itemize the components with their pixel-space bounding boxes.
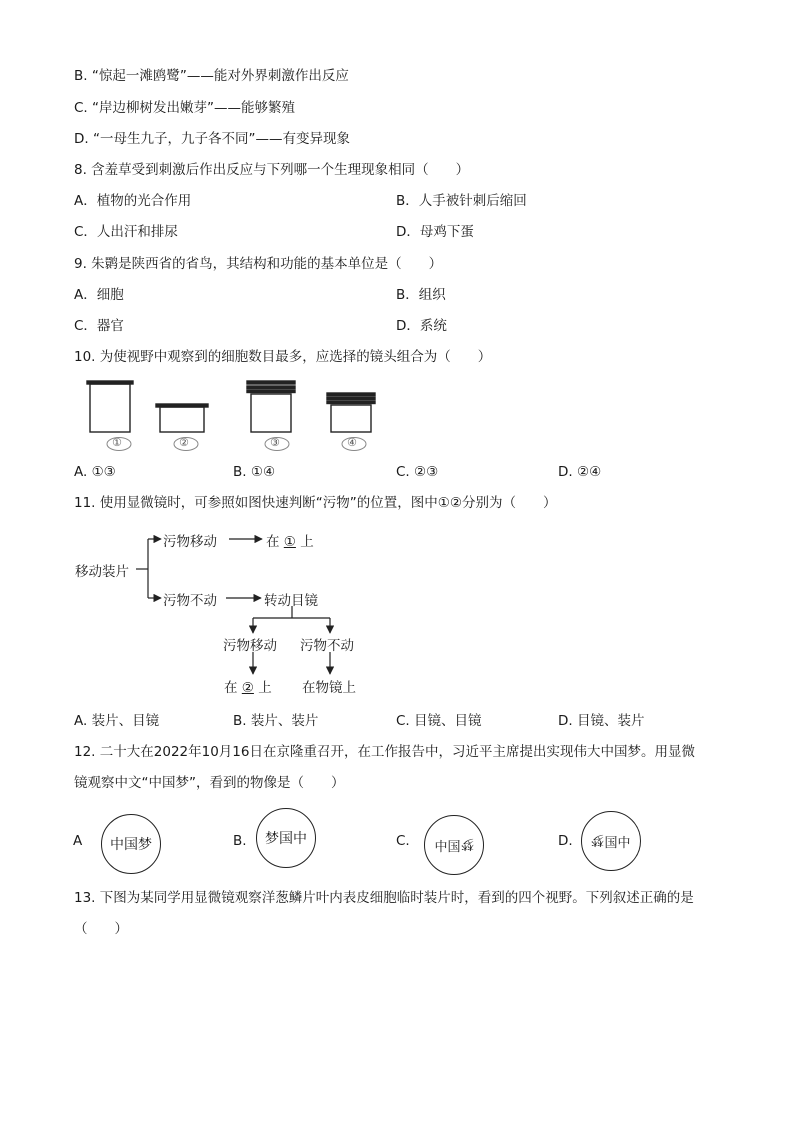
flow-not-moved-2: 污物不动 [300, 638, 354, 654]
q12-option-d-inverted-char: 梦 [591, 831, 605, 847]
q12-stem-1: 12. 二十大在2022年10月16日在京隆重召开，在工作报告中，习近平主席提出实现伟大中国梦。用显微 [74, 744, 695, 760]
flow-mark-2: ② [241, 680, 254, 696]
flow-moved: 污物移动 [163, 534, 217, 550]
q11-stem: 11. 使用显微镜时，可参照如图快速判断“污物”的位置，图中①②分别为（ ） [74, 495, 557, 511]
q10-option-c: C. ②③ [396, 464, 439, 480]
q11-option-c: C. 目镜、目镜 [396, 713, 482, 729]
q11-option-d: D. 目镜、装片 [558, 713, 645, 729]
q9-option-c: C．器官 [74, 318, 124, 334]
q12-option-b-label: B. [233, 833, 247, 849]
q9-option-b: B．组织 [396, 287, 446, 303]
q12-option-c-label: C. [396, 833, 410, 849]
flow-result-objective: 在物镜上 [302, 680, 356, 696]
q9-option-d: D．系统 [396, 318, 447, 334]
q11-option-b: B. 装片、装片 [233, 713, 319, 729]
q10-option-d: D. ②④ [558, 464, 602, 480]
flow-result-2: 在 ② 上 [224, 680, 272, 696]
q8-option-a: A．植物的光合作用 [74, 193, 192, 209]
q8-option-d: D．母鸡下蛋 [396, 224, 474, 240]
q8-option-b: B．人手被针刺后缩回 [396, 193, 527, 209]
q13-stem-1: 13. 下图为某同学用显微镜观察洋葱鳞片叶内表皮细胞临时装片时，看到的四个视野。下列叙述正确的是 [74, 890, 694, 906]
q10-option-a: A. ①③ [74, 464, 116, 480]
flow-moved-2: 污物移动 [223, 638, 277, 654]
flow-not-moved: 污物不动 [163, 593, 217, 609]
flow-mark-1: ① [283, 534, 296, 550]
q12-option-c-image: 中国 梦 [424, 815, 484, 875]
q13-stem-2: （ ） [74, 921, 128, 937]
q12-option-d-image: 梦 国中 [581, 811, 641, 871]
flow-start: 移动装片 [75, 564, 129, 580]
q8-stem: 8. 含羞草受到刺激后作出反应与下列哪一个生理现象相同（ ） [74, 162, 470, 178]
option-d-prev: D. “一母生九子，九子各不同”——有变异现象 [74, 131, 350, 147]
q12-option-d-label: D. [558, 833, 573, 849]
q11-option-a: A. 装片、目镜 [74, 713, 160, 729]
q12-option-c-inverted-char: 梦 [460, 835, 474, 851]
option-b-prev: B. “惊起一滩鸥鹭”——能对外界刺激作出反应 [74, 68, 349, 84]
option-c-prev: C. “岸边柳树发出嫩芽”——能够繁殖 [74, 100, 295, 116]
q12-option-a-image: 中国梦 [101, 814, 161, 874]
q8-option-c: C．人出汗和排尿 [74, 224, 178, 240]
q10-option-b: B. ①④ [233, 464, 276, 480]
q12-option-b-image: 梦国中 [256, 808, 316, 868]
q12-stem-2: 镜观察中文“中国梦”，看到的物像是（ ） [74, 775, 345, 791]
lens-label-3: ③ [270, 436, 280, 449]
q9-option-a: A．细胞 [74, 287, 124, 303]
q9-stem: 9. 朱鹮是陕西省的省鸟，其结构和功能的基本单位是（ ） [74, 256, 443, 272]
lens-label-4: ④ [347, 436, 357, 449]
q12-option-a-label: A [73, 833, 83, 849]
lens-label-2: ② [179, 436, 189, 449]
flow-rotate-eyepiece: 转动目镜 [264, 593, 318, 609]
q10-stem: 10. 为使视野中观察到的细胞数目最多，应选择的镜头组合为（ ） [74, 349, 492, 365]
lens-label-1: ① [112, 436, 122, 449]
flow-result-1: 在 ① 上 [266, 534, 314, 550]
